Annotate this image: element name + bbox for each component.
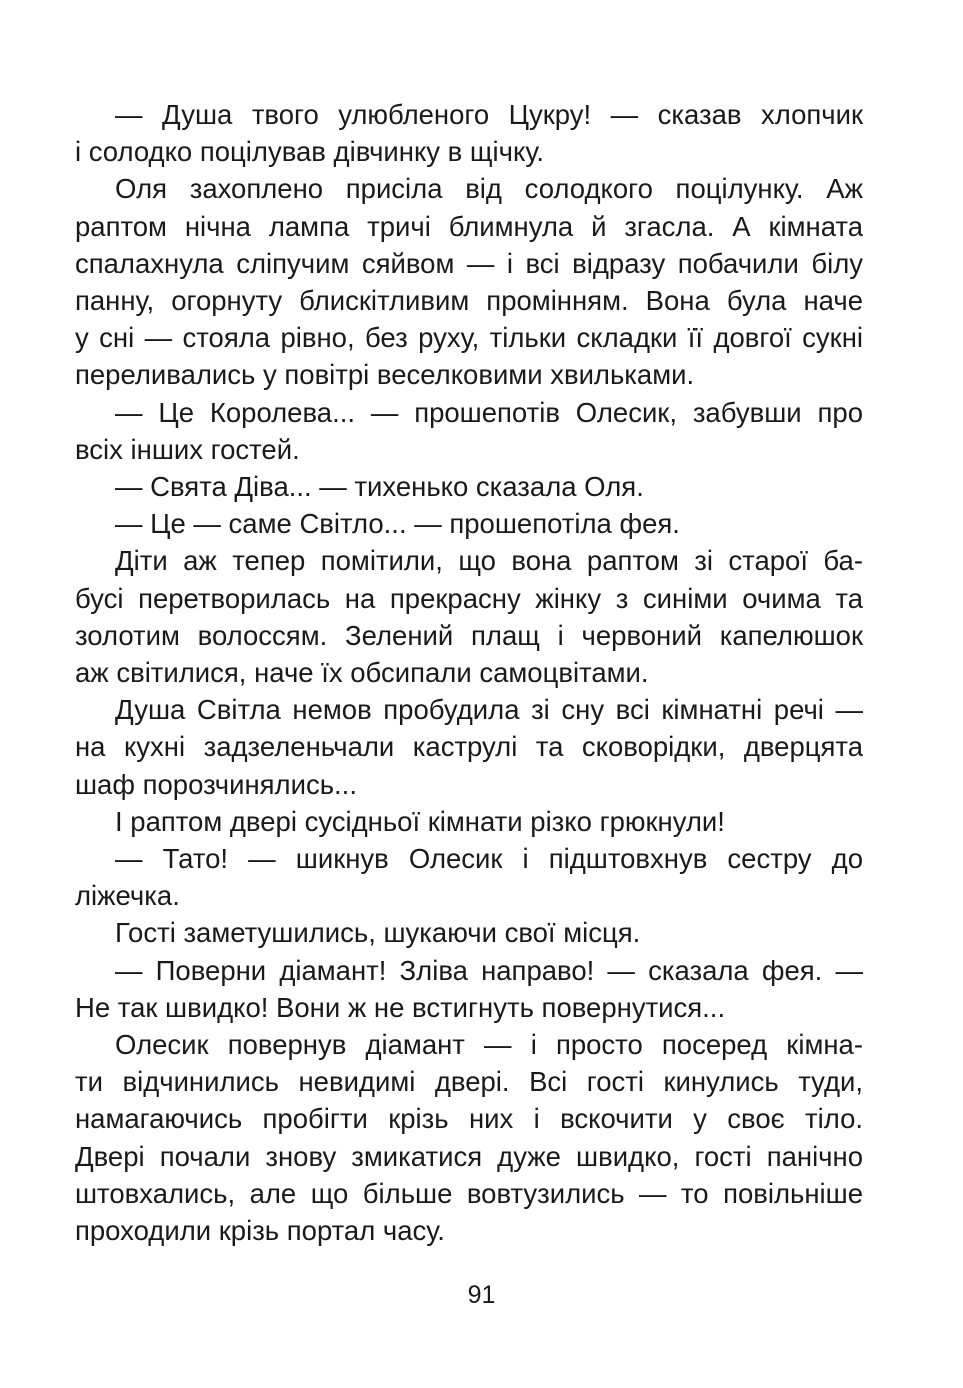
- text-line: штовхались, але що більше вовтузились — то повільніше: [75, 1177, 863, 1209]
- text-line: у сні — стояла рівно, без руху, тільки складки її довгої сукні: [75, 322, 863, 354]
- text-line: на кухні задзеленьчали каструлі та сковорідки, дверцята: [75, 731, 863, 763]
- text-line: золотим волоссям. Зелений плащ і червоний капелюшок: [75, 619, 863, 651]
- paragraph: [75, 803, 863, 840]
- text-line: переливались у повітрі веселковими хвильками.: [75, 359, 695, 391]
- text-line: — Душа твого улюбленого Цукру! — сказав хлопчик: [115, 99, 863, 130]
- page-body: [75, 96, 863, 1249]
- text-line: Душа Світла немов пробудила зі сну всі кімнатні речі —: [115, 694, 863, 726]
- paragraph: [75, 170, 863, 393]
- text-line: — Це — саме Світло... — прошепотіла фея.: [115, 508, 680, 540]
- text-line: Діти аж тепер помітили, що вона раптом зі старої ба-: [115, 545, 863, 577]
- text-line: шаф порозчинялись...: [75, 768, 357, 800]
- text-line: Гості заметушились, шукаючи свої місця.: [115, 917, 641, 949]
- paragraph: [75, 840, 863, 914]
- text-line: Оля захоплено присіла від солодкого поцілунку. Аж: [115, 173, 863, 205]
- page-number: 91: [467, 1281, 496, 1309]
- paragraph: [75, 542, 863, 691]
- text-line: Не так швидко! Вони ж не встигнуть повернутися...: [75, 991, 726, 1023]
- paragraph: [75, 505, 863, 542]
- paragraph: [75, 914, 863, 951]
- text-line: ти відчинились невидимі двері. Всі гості кинулись туди,: [75, 1066, 863, 1098]
- paragraph: [75, 1026, 863, 1249]
- text-line: проходили крізь портал часу.: [75, 1215, 445, 1247]
- text-line: Двері почали знову змикатися дуже швидко, гості панічно: [75, 1140, 863, 1172]
- text-line: І раптом двері сусідньої кімнати різко грюкнули!: [115, 805, 725, 837]
- text-line: — Свята Діва... — тихенько сказала Оля.: [115, 471, 644, 503]
- text-line: бусі перетворилась на прекрасну жінку з синіми очима та: [75, 582, 863, 614]
- paragraph: [75, 952, 863, 1026]
- text-line: раптом нічна лампа тричі блимнула й згасла. А кімната: [75, 210, 863, 242]
- text-line: панну, огорнуту блискітливим промінням. Вона була наче: [75, 285, 863, 317]
- paragraph: [75, 394, 863, 468]
- text-line: і солодко поцілував дівчинку в щічку.: [75, 136, 544, 168]
- text-line: аж світилися, наче їх обсипали самоцвітами.: [75, 657, 649, 689]
- text-line: всіх інших гостей.: [75, 433, 300, 465]
- text-line: намагаючись пробігти крізь них і вскочити у своє тіло.: [75, 1103, 863, 1135]
- paragraph: [75, 691, 863, 803]
- text-line: ліжечка.: [75, 880, 180, 912]
- text-line: — Це Королева... — прошепотів Олесик, забувши про: [115, 396, 863, 428]
- text-line: — Тато! — шикнув Олесик і підштовхнув сестру до: [115, 843, 863, 875]
- text-line: — Поверни діамант! Зліва направо! — сказала фея. —: [115, 954, 863, 986]
- text-line: спалахнула сліпучим сяйвом — і всі відразу побачили білу: [75, 247, 863, 279]
- text-line: Олесик повернув діамант — і просто посеред кімна-: [115, 1029, 863, 1061]
- paragraph: [75, 468, 863, 505]
- paragraph: [75, 96, 863, 170]
